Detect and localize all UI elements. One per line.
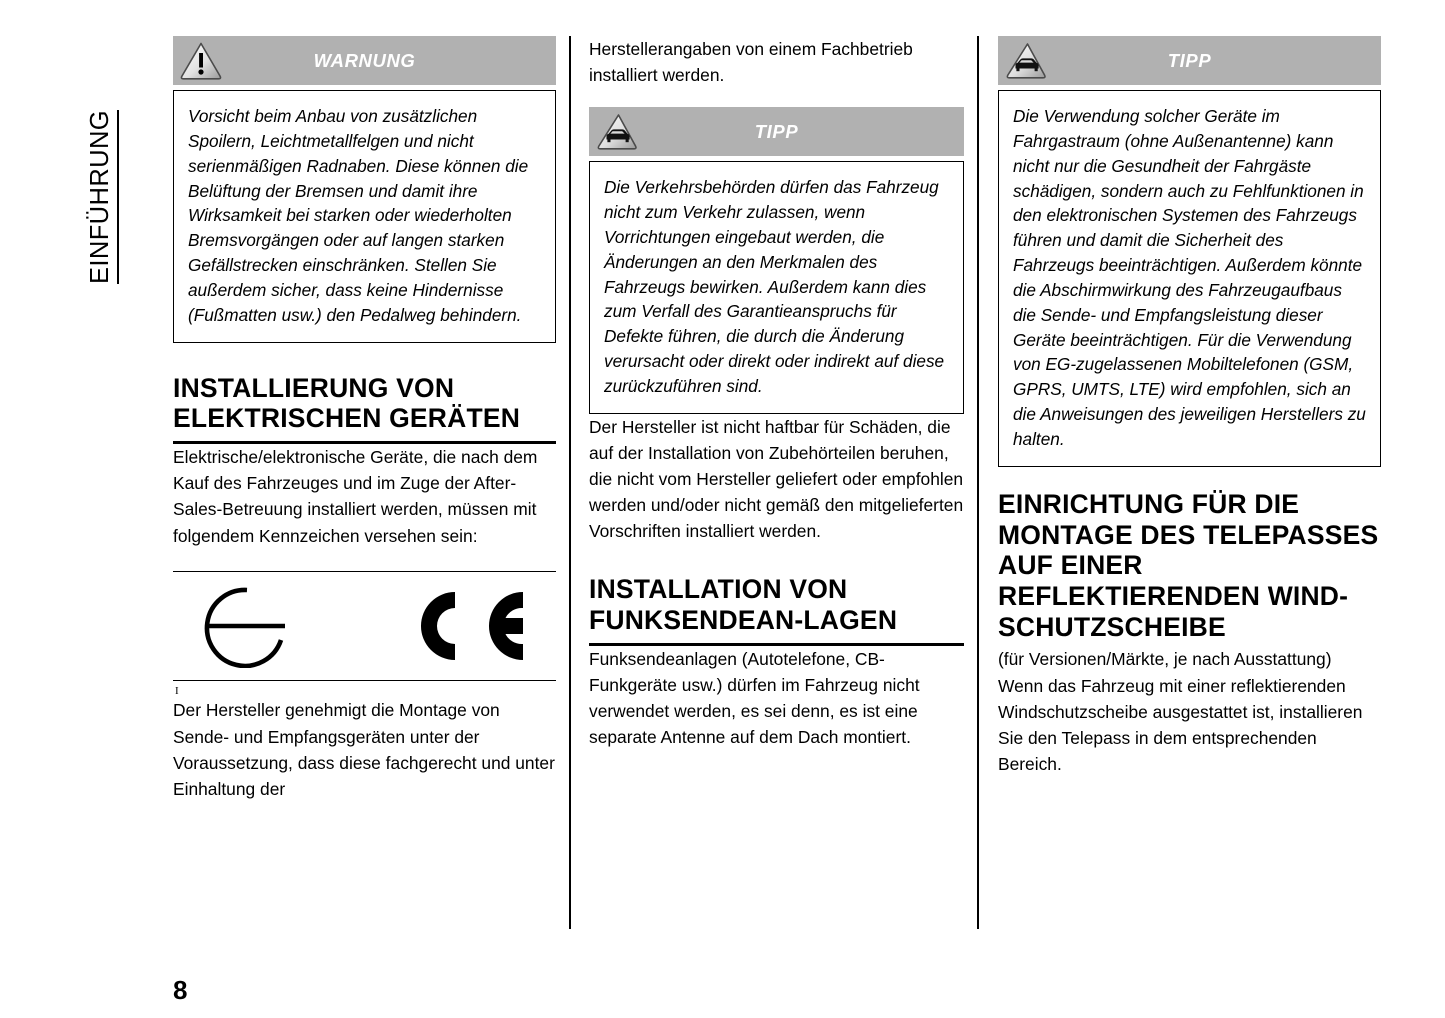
section-tab <box>78 38 130 288</box>
tip-car-triangle-icon <box>595 110 639 153</box>
right-paragraph-2: Wenn das Fahrzeug mit einer reflektierenden Windschutzscheibe ausgestattet ist, installieren Sie den Telepass in dem entsprechenden Bereich. <box>998 675 1363 774</box>
left-heading-block <box>173 373 556 445</box>
page-number: 8 <box>173 975 188 1005</box>
left-paragraph-2: Der Hersteller genehmigt die Montage von Sende- und Empfangsgeräten unter der Voraussetzung, dass diese fachgerecht und unter Einhaltung der <box>173 700 555 799</box>
middle-heading-block <box>589 574 964 646</box>
warning-callout-body <box>173 90 556 343</box>
column-divider-2 <box>977 36 979 929</box>
middle-paragraph-1: Der Hersteller ist nicht haftbar für Schäden, die auf der Installation von Zubehörteilen beruhen, die nicht vom Hersteller geliefert oder empfohlen werden und/oder nicht gemäß den mitgelieferten Vorschriften installiert werden. <box>589 416 964 542</box>
right-section-heading: EINRICHTUNG FÜR DIE MONTAGE DES TELEPASSES AUF EINER REFLEKTIERENDEN WIND-SCHUTZSCHEIBE <box>998 488 1379 642</box>
warning-callout-title: WARNUNG <box>313 49 416 71</box>
middle-tip-callout-text: Die Verkehrsbehörden dürfen das Fahrzeug nicht zum Verkehr zulassen, wenn Vorrichtungen eingebaut werden, die Änderungen an den Merkmalen des Fahrzeugs bewirken. Außerdem kann dies zum Verfall des Garantieanspruchs für Defekte führen, die durch die Änderung verursacht oder direkt oder indirekt auf diese zurückzuführen sind. <box>604 177 945 396</box>
right-tip-callout-body <box>998 90 1381 467</box>
tip-car-triangle-icon <box>1004 39 1048 82</box>
right-paragraph-1: (für Versionen/Märkte, je nach Ausstattung) <box>998 649 1332 670</box>
middle-paragraph-continuation: Herstellerangaben von einem Fachbetrieb installiert werden. <box>589 39 913 86</box>
middle-tip-callout-title: TIPP <box>754 120 799 142</box>
middle-paragraph-2: Funksendeanlagen (Autotelefone, CB-Funkgeräte usw.) dürfen im Fahrzeug nicht verwendet werden, es sei denn, es ist eine separate Antenne auf dem Dach montiert. <box>589 649 920 748</box>
ce-mark-icon <box>404 587 534 665</box>
middle-column <box>589 36 964 750</box>
left-column <box>173 36 556 802</box>
middle-tip-callout-header <box>589 107 964 156</box>
middle-section-heading: INSTALLATION VON FUNKSENDEAN-LAGEN <box>589 574 898 636</box>
section-tab-label: EINFÜHRUNG <box>88 110 119 284</box>
left-paragraph-1: Elektrische/elektronische Geräte, die nach dem Kauf des Fahrzeuges und im Zuge der After-Sales-Betreuung installiert werden, müssen mit folgendem Kennzeichen versehen sein: <box>173 447 538 546</box>
approval-marks-figure <box>173 571 556 698</box>
warning-triangle-icon <box>179 39 223 82</box>
right-tip-callout-header <box>998 36 1381 85</box>
warning-callout-header <box>173 36 556 85</box>
e-mark-icon <box>195 584 299 668</box>
column-divider-1 <box>569 36 571 929</box>
right-tip-callout-text: Die Verwendung solcher Geräte im Fahrgastraum (ohne Außenantenne) kann nicht nur die Gesundheit der Fahrgäste schädigen, sondern auch zu Fehlfunktionen in den elektronischen Systemen des Fahrzeugs führen und damit die Sicherheit des Fahrzeugs beeinträchtigen. Außerdem könnte die Abschirmwirkung des Fahrzeugaufbaus die Sende- und Empfangsleistung dieser Geräte beeinträchtigen. Für die Verwendung von EG-zugelassenen Mobiltelefonen (GSM, GPRS, UMTS, LTE) wird empfohlen, sich an die Anweisungen des jeweiligen Herstellers zu halten. <box>1013 106 1366 449</box>
right-heading-block <box>998 489 1381 643</box>
warning-callout-text: Vorsicht beim Anbau von zusätzlichen Spoilern, Leichtmetallfelgen und nicht serienmäßigen Radnaben. Diese können die Belüftung der Bremsen und damit ihre Wirksamkeit bei starken oder wiederholten Bremsvorgängen oder auf langen starken Gefällstrecken einschränken. Stellen Sie außerdem sicher, dass keine Hindernisse (Fußmatten usw.) den Pedalweg behindern. <box>188 106 529 325</box>
middle-tip-callout-body <box>589 161 964 414</box>
approval-marks-row <box>173 572 556 680</box>
left-section-heading: INSTALLIERUNG VON ELEKTRISCHEN GERÄTEN <box>173 372 521 434</box>
figure-caption: I <box>175 685 179 698</box>
right-column <box>998 36 1381 777</box>
right-tip-callout-title: TIPP <box>1167 49 1212 71</box>
